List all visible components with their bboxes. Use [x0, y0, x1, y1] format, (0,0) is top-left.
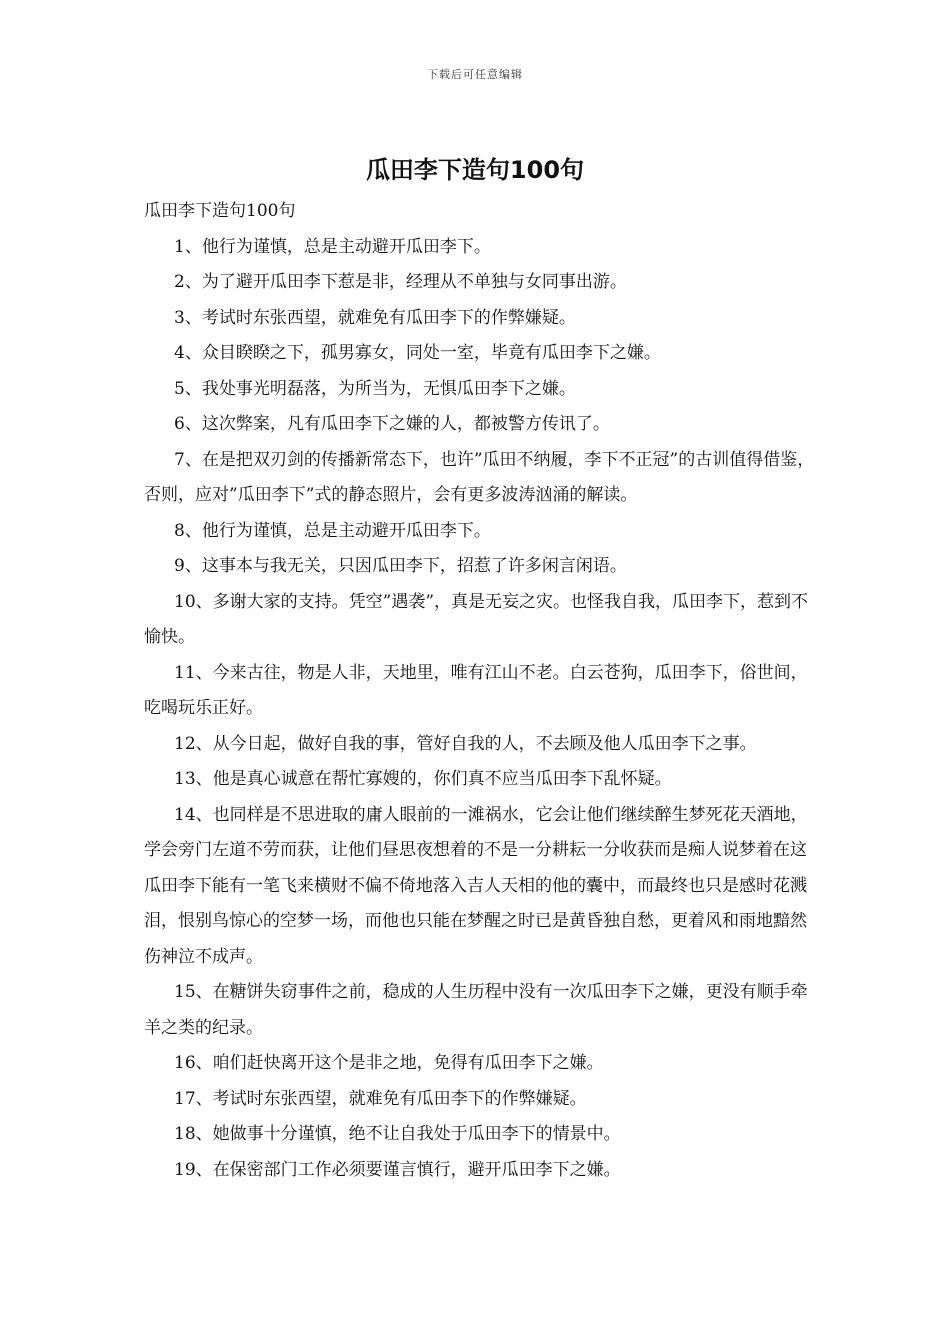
sentence-paragraph: 19、在保密部门工作必须要谨言慎行，避开瓜田李下之嫌。 [174, 1159, 621, 1180]
sentence-paragraph: 16、咱们赶快离开这个是非之地，免得有瓜田李下之嫌。 [174, 1053, 604, 1073]
sentence-paragraph: 9、这事本与我无关，只因瓜田李下，招惹了许多闲言闲语。 [174, 556, 627, 576]
sentence-paragraph: 10、多谢大家的支持。凭空”遇袭”，真是无妄之灾。也怪我自我，瓜田李下，惹到不愉快。 [144, 591, 809, 647]
sentence-paragraph: 6、这次弊案，凡有瓜田李下之嫌的人，都被警方传讯了。 [174, 414, 610, 434]
sentence-paragraph: 8、他行为谨慎，总是主动避开瓜田李下。 [174, 520, 491, 541]
sentence-paragraph: 1、他行为谨慎，总是主动避开瓜田李下。 [174, 236, 491, 257]
sentence-paragraph: 18、她做事十分谨慎，绝不让自我处于瓜田李下的情景中。 [174, 1124, 621, 1144]
sentence-paragraph: 11、今来古往，物是人非，天地里，唯有江山不老。白云苍狗，瓜田李下，俗世间，吃喝玩乐正好。 [144, 662, 808, 718]
document-title: 瓜田李下造句100句 [365, 156, 585, 184]
sentence-paragraph: 17、考试时东张西望，就难免有瓜田李下的作弊嫌疑。 [174, 1088, 587, 1109]
sentence-paragraph: 4、众目睽睽之下，孤男寡女，同处一室，毕竟有瓜田李下之嫌。 [174, 343, 661, 363]
sentence-paragraph: 7、在是把双刃剑的传播新常态下，也许”瓜田不纳履，李下不正冠”的古训值得借鉴，否则，应对”瓜田李下”式的静态照片，会有更多波涛汹涌的解读。 [144, 449, 815, 505]
header-note: 下载后可任意编辑 [427, 68, 523, 81]
document-body [144, 194, 820, 1188]
sentence-paragraph: 3、考试时东张西望，就难免有瓜田李下的作弊嫌疑。 [174, 307, 576, 328]
sentence-paragraph: 14、也同样是不思进取的庸人眼前的一滩祸水，它会让他们继续醉生梦死花天酒地，学会旁门左道不劳而获，让他们昼思夜想着的不是一分耕耘一分收获而是痴人说梦着在这瓜田李下能有一笔飞来横财不偏不倚地落入吉人天相的他的囊中，而最终也只是感时花溅泪，恨别鸟惊心的空梦一场，而他也只能在梦醒之时已是黄昏独自愁，更着风和雨地黯然伤神泣不成声。 [144, 804, 808, 967]
sentence-paragraph: 5、我处事光明磊落，为所当为，无惧瓜田李下之嫌。 [174, 378, 576, 399]
document-subtitle: 瓜田李下造句100句 [144, 201, 296, 221]
sentence-paragraph: 12、从今日起，做好自我的事，管好自我的人，不去顾及他人瓜田李下之事。 [174, 733, 757, 754]
sentence-paragraph: 2、为了避开瓜田李下惹是非，经理从不单独与女同事出游。 [174, 272, 627, 292]
sentence-paragraph: 15、在糖饼失窃事件之前，稳成的人生历程中没有一次瓜田李下之嫌，更没有顺手牵羊之类的纪录。 [144, 982, 808, 1038]
sentence-paragraph: 13、他是真心诚意在帮忙寡嫂的，你们真不应当瓜田李下乱怀疑。 [174, 769, 672, 789]
